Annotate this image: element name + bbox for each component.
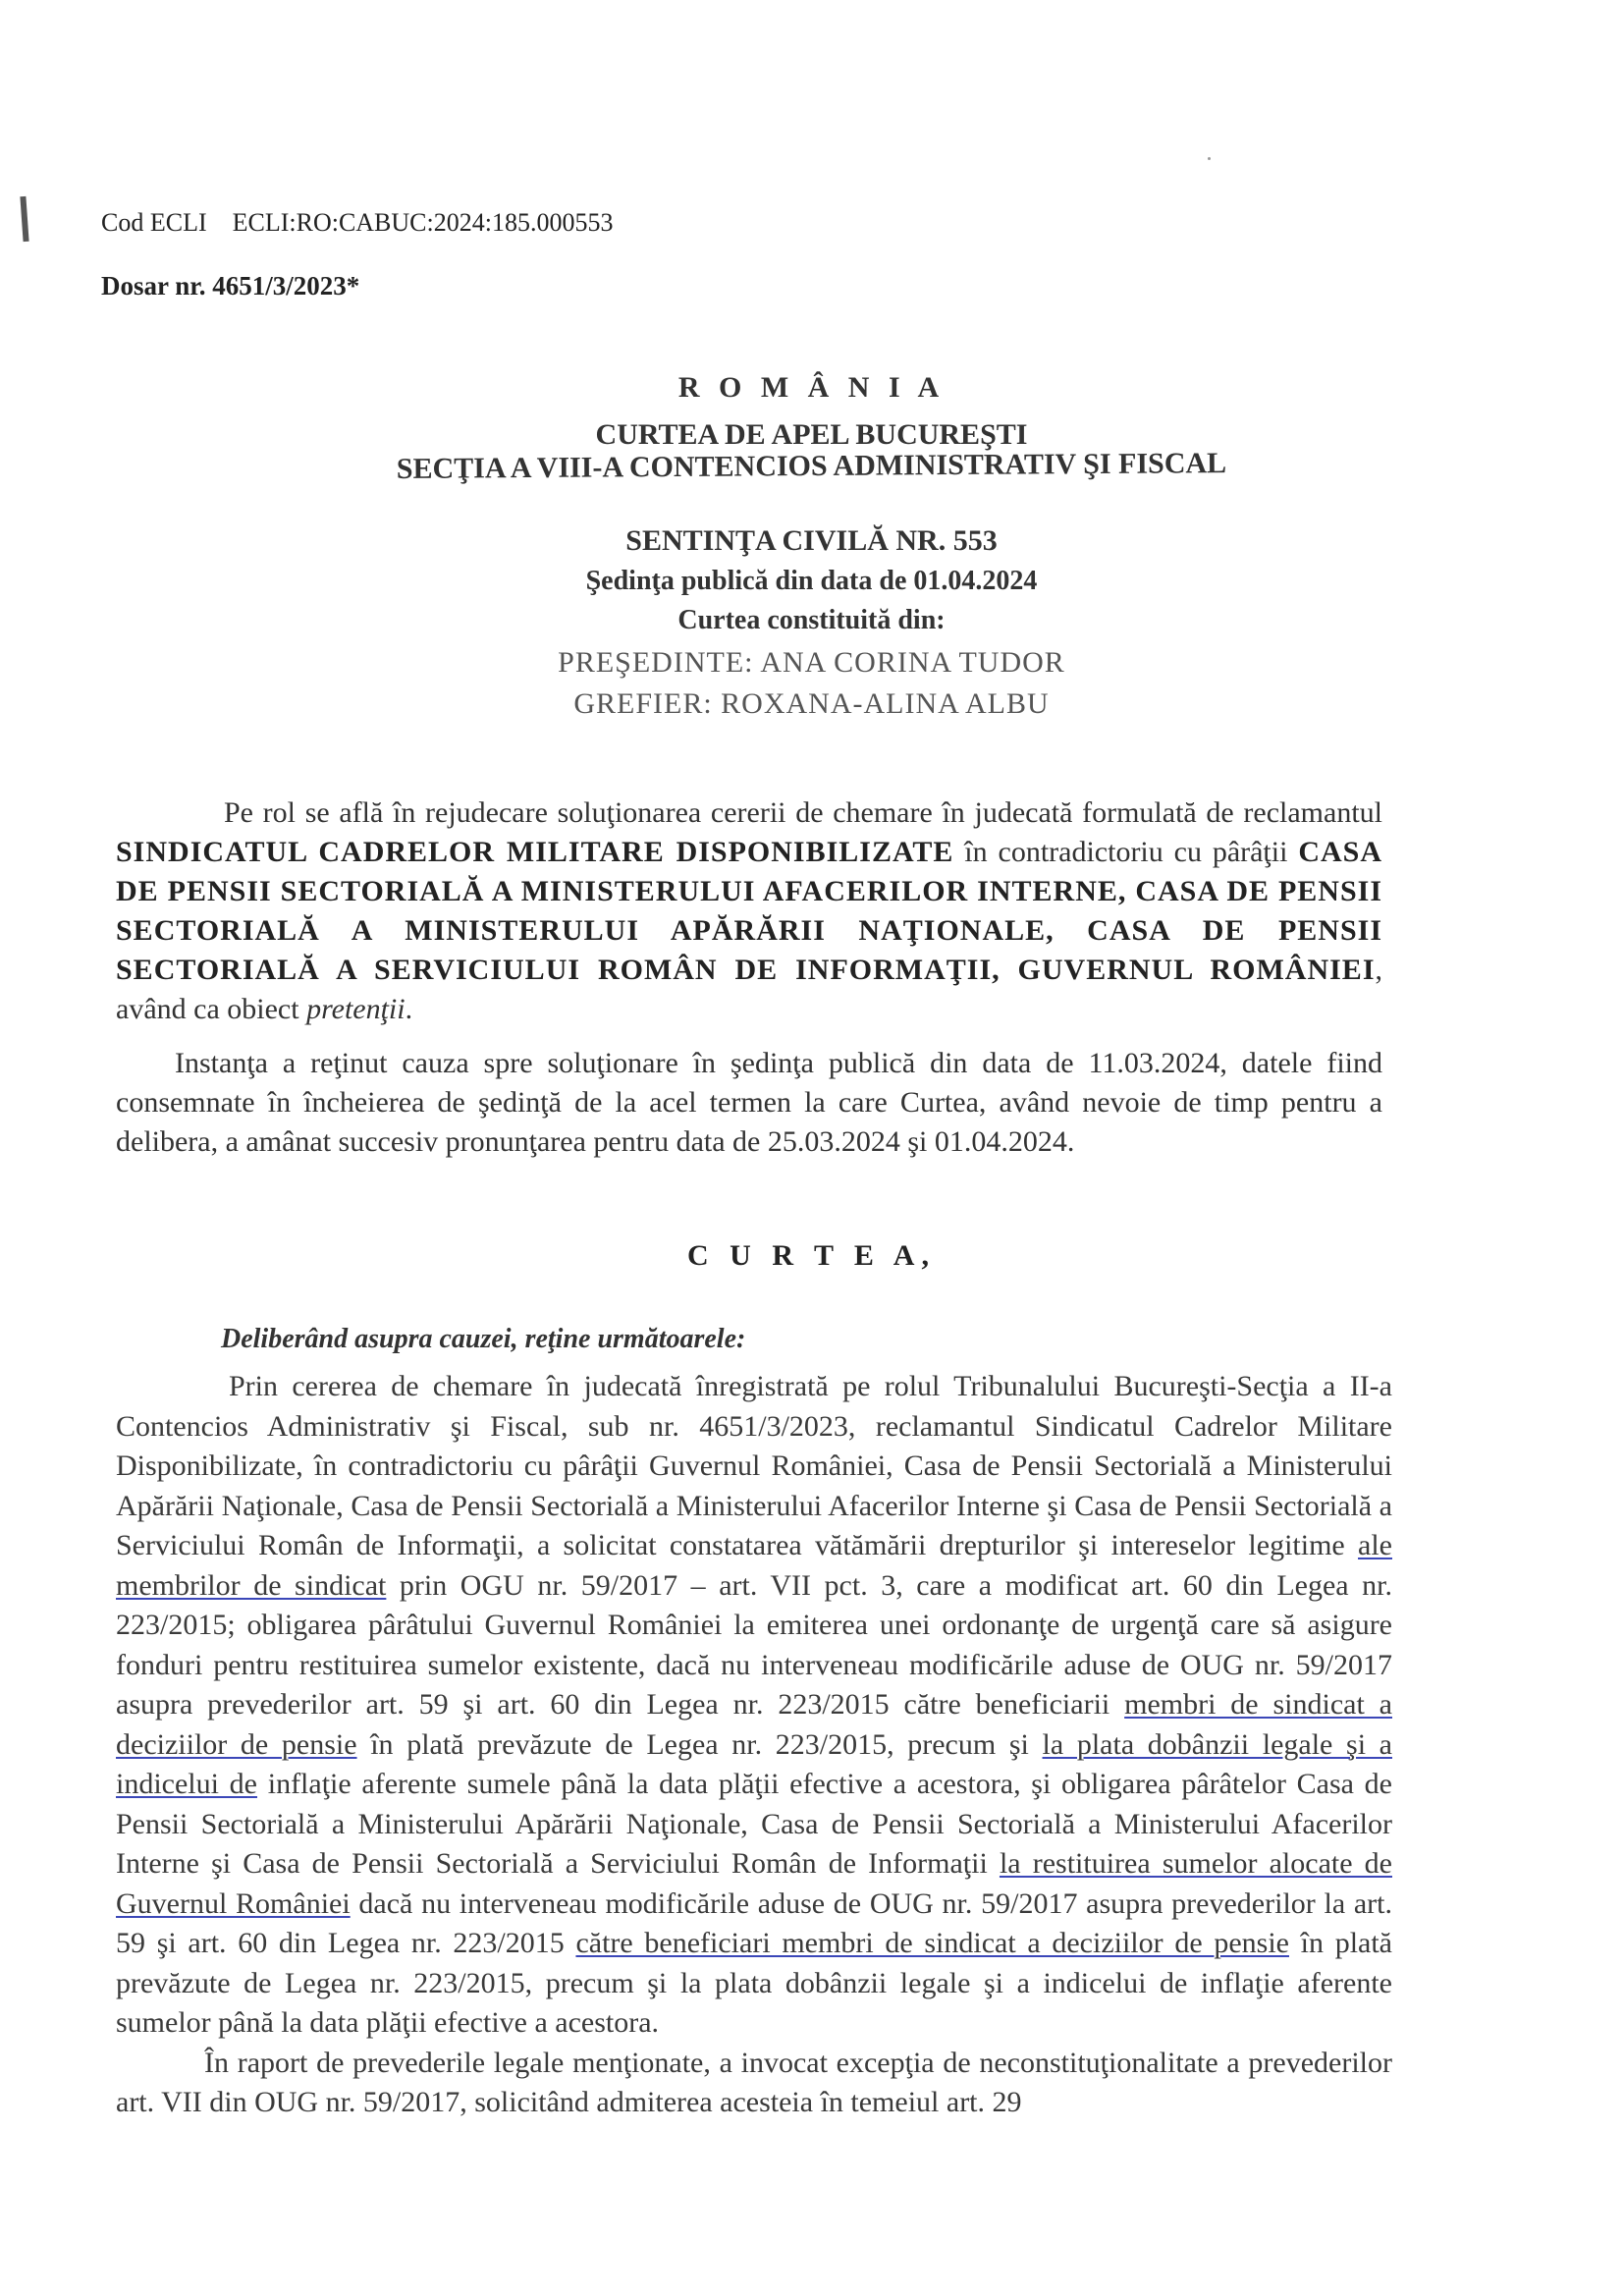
session-date: Şedinţa publică din data de 01.04.2024	[585, 566, 1038, 596]
intro-text-2: în contradictoriu cu pârâţii	[953, 836, 1299, 868]
underlined-phrase-2: membri de sindicat a deciziilor de pensie	[116, 1688, 1392, 1761]
president-line: PREŞEDINTE: ANA CORINA TUDOR	[558, 646, 1065, 679]
dosar-label: Dosar nr.	[101, 271, 206, 301]
intro-text-3: , având ca obiect	[116, 954, 1382, 1025]
court-constituted: Curtea constituită din:	[677, 605, 946, 635]
instanta-paragraph: Instanţa a reţinut cauza spre soluţionare în şedinţa publică din data de 11.03.2024, datele fiind consemnate în încheierea de şedinţă de la acel termen la care Curtea, având nevoie de timp pentru a delibera, a amânat succesiv pronunţarea pentru data de 25.03.2024 şi 01.04.2024.	[116, 1047, 1382, 1158]
ecli-label: Cod ECLI	[101, 208, 207, 237]
ecli-value: ECLI:RO:CABUC:2024:185.000553	[232, 208, 614, 237]
reasoning-body	[116, 1367, 1392, 2123]
body-text-i: dacă nu interveneau modificările aduse de OUG nr. 59/2017 asupra prevederilor la art. 59 şi art. 60 din Legea nr. 223/2015	[116, 1886, 1393, 1959]
ecli-line	[101, 208, 613, 238]
intro-paragraph	[116, 793, 1382, 1029]
court-section: SECŢIA A VIII-A CONTENCIOS ADMINISTRATIV ŞI FISCAL	[396, 447, 1227, 485]
intro-text-1: Pe rol se află în rejudecare soluţionarea cererii de chemare în judecată formulată de reclamantul	[224, 796, 1382, 829]
scan-artifact	[20, 196, 28, 242]
country-heading: R O M Â N I A	[677, 371, 946, 404]
body-text-k: în plată prevăzute de Legea nr. 223/2015, precum şi la plata dobânzii legale şi a indicelui de inflaţie aferente sumelor până la data plăţii efective a acestora.	[116, 1927, 1392, 2039]
body-text-g: inflaţie aferente sumele până la data plăţii efective a acestora, şi obligarea pârâtelor Casa de Pensii Sectorială a Ministerului Apărării Naţionale, Casa de Pensii Sectorială a Ministerului Afacerilor Interne şi Casa de Pensii Sectorială a Serviciului Român de Informaţii	[116, 1768, 1392, 1880]
dosar-line	[101, 271, 359, 301]
underlined-phrase-5: către beneficiari membri de sindicat a deciziilor de pensie	[575, 1927, 1289, 1959]
body-text-a: Prin cererea de chemare în judecată înregistrată pe rolul Tribunalului Bucureşti-Secţia a II-a Contencios Administrativ şi Fiscal, sub nr. 4651/3/2023, reclamantul Sindicatul Cadrelor Militare Disponibilizate, în contradictoriu cu pârâţii Guvernul României, Casa de Pensii Sectorială a Ministerului Apărării Naţionale, Casa de Pensii Sectorială a Ministerului Afacerilor Interne şi Casa de Pensii Sectorială a Serviciului Român de Informaţii, a solicitat constatarea vătămării drepturilor şi intereselor legitime	[116, 1370, 1392, 1561]
underlined-phrase-1: ale membrilor de sindicat	[116, 1529, 1392, 1602]
reasoning-paragraph-2: În raport de prevederile legale menţionate, a invocat excepţia de neconstituţionalitate a prevederilor art. VII din OUG nr. 59/2017, solicitând admiterea acesteia în temeiul art. 29	[116, 2046, 1392, 2118]
defendants-names: CASA DE PENSII SECTORIALĂ A MINISTERULUI AFACERILOR INTERNE, CASA DE PENSII SECTORIALĂ A MINISTERULUI APĂRĂRII NAŢIONALE, CASA DE PENSII SECTORIALĂ A SERVICIULUI ROMÂN DE INFORMAŢII, GUVERNUL ROMÂNIEI	[116, 836, 1382, 986]
intro-text-4: .	[405, 993, 413, 1025]
underlined-phrase-3: la plata dobânzii legale şi a indicelui de	[116, 1727, 1392, 1800]
underlined-phrase-4: la restituirea sumelor alocate de Guvernul României	[116, 1847, 1392, 1920]
reasoning-paragraph-1	[116, 1367, 1392, 2044]
case-object: pretenţii	[306, 993, 406, 1025]
claimant-name: SINDICATUL CADRELOR MILITARE DISPONIBILIZATE	[116, 836, 954, 868]
curtea-heading: C U R T E A,	[687, 1239, 936, 1272]
sentence-title: SENTINŢA CIVILĂ NR. 553	[625, 524, 998, 557]
deliberation-heading: Deliberând asupra cauzei, reţine următoarele:	[221, 1324, 746, 1354]
body-text-e: în plată prevăzute de Legea nr. 223/2015, precum şi	[356, 1727, 1043, 1761]
court-name: CURTEA DE APEL BUCUREŞTI	[595, 418, 1028, 451]
scan-dot	[1208, 157, 1211, 160]
dosar-value: 4651/3/2023*	[212, 271, 360, 301]
body-text-c: prin OGU nr. 59/2017 – art. VII pct. 3, care a modificat art. 60 din Legea nr. 223/2015; obligarea pârâtului Guvernul României la emiterea unei ordonanţe de urgenţă care să asigure fonduri pentru restituirea sumelor existente, dacă nu interveneau modificările aduse de OUG nr. 59/2017 asupra prevederilor art. 59 şi art. 60 din Legea nr. 223/2015 către beneficiarii	[116, 1568, 1392, 1721]
clerk-line: GREFIER: ROXANA-ALINA ALBU	[573, 687, 1050, 720]
